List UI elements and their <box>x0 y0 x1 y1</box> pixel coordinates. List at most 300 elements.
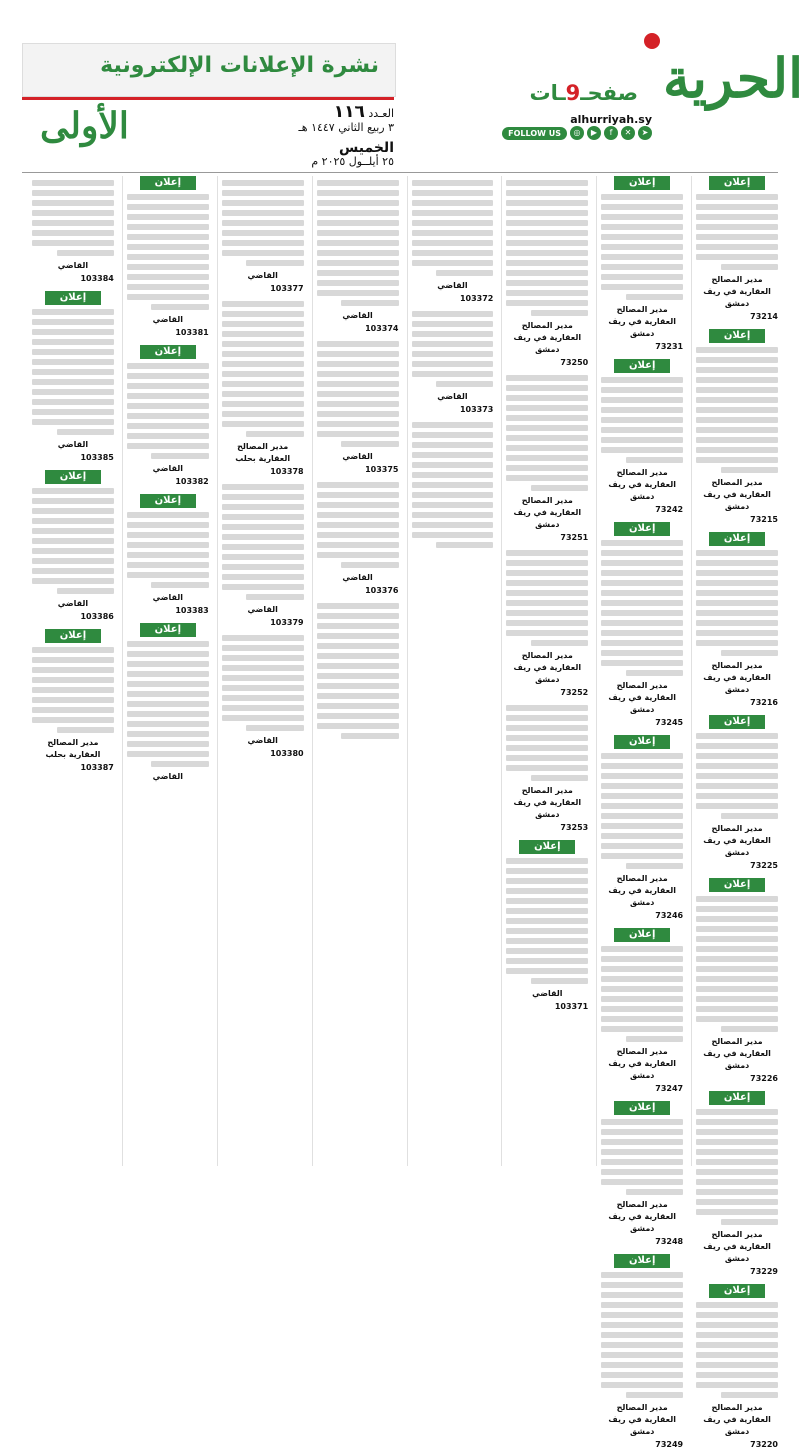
text-line <box>601 1026 683 1032</box>
text-line <box>506 220 588 226</box>
notice-number: 103381 <box>175 328 209 337</box>
text-line <box>601 397 683 403</box>
telegram-icon[interactable]: ➤ <box>638 126 652 140</box>
text-line <box>601 1352 683 1358</box>
text-line <box>696 560 778 566</box>
text-line <box>317 502 399 508</box>
notice-signature: مدير المصالح العقارية في ريف دمشق <box>513 786 582 819</box>
notice-signature: القاضي <box>342 573 373 582</box>
text-line <box>506 715 588 721</box>
text-line <box>222 301 304 307</box>
text-line <box>506 465 588 471</box>
notice-signature: القاضي <box>342 311 373 320</box>
text-line <box>222 250 304 256</box>
text-line <box>506 405 588 411</box>
text-line <box>222 200 304 206</box>
issue-day: الخميس <box>338 140 394 156</box>
notice-number: 103371 <box>554 1002 589 1011</box>
text-line <box>412 321 494 327</box>
notice-number: 73250 <box>560 358 589 367</box>
text-line <box>601 580 683 586</box>
text-line <box>151 304 208 310</box>
notice-signature: مدير المصالح العقارية في ريف دمشق <box>703 1403 771 1436</box>
text-line <box>506 570 588 576</box>
text-line <box>127 641 209 647</box>
text-line <box>32 528 114 534</box>
text-line <box>506 230 588 236</box>
text-line <box>32 508 114 514</box>
text-line <box>32 518 114 524</box>
notice-badge: إعلان <box>614 735 670 749</box>
text-line <box>696 1006 778 1012</box>
notice-number: 103377 <box>270 284 304 293</box>
text-line <box>696 630 778 636</box>
text-line <box>601 1332 683 1338</box>
notice-body <box>317 341 399 447</box>
text-line <box>317 341 399 347</box>
text-line <box>696 224 778 230</box>
text-line <box>696 936 778 942</box>
text-line <box>601 1322 683 1328</box>
text-line <box>531 640 588 646</box>
text-line <box>601 234 683 240</box>
text-line <box>32 190 114 196</box>
text-line <box>531 485 588 491</box>
text-line <box>506 600 588 606</box>
text-line <box>506 240 588 246</box>
text-line <box>127 651 209 657</box>
text-line <box>696 1119 778 1125</box>
pages-label <box>529 81 638 105</box>
text-line <box>601 1362 683 1368</box>
text-line <box>127 552 209 558</box>
notice-signature: مدير المصالح العقارية في ريف دمشق <box>513 321 582 354</box>
notice <box>127 176 209 339</box>
text-line <box>601 813 683 819</box>
text-line <box>317 361 399 367</box>
notice-signature: مدير المصالح العقارية في ريف دمشق <box>703 1230 771 1263</box>
notice-number: 73242 <box>655 505 684 514</box>
notice-badge: إعلان <box>140 494 196 508</box>
text-line <box>317 391 399 397</box>
notice-number: 73229 <box>750 1267 778 1276</box>
follow-us-button[interactable]: FOLLOW US <box>502 127 567 140</box>
text-line <box>601 1139 683 1145</box>
text-line <box>506 620 588 626</box>
text-line <box>32 657 114 663</box>
text-line <box>246 725 303 731</box>
notice-number: 103384 <box>80 274 114 283</box>
text-line <box>127 542 209 548</box>
text-line <box>222 220 304 226</box>
text-line <box>151 453 208 459</box>
text-line <box>601 437 683 443</box>
text-line <box>436 542 493 548</box>
text-line <box>696 916 778 922</box>
text-line <box>412 432 494 438</box>
text-line <box>32 687 114 693</box>
text-line <box>601 803 683 809</box>
notice <box>601 359 683 516</box>
text-line <box>412 482 494 488</box>
social-bar <box>502 126 652 140</box>
text-line <box>57 429 114 435</box>
text-line <box>317 381 399 387</box>
text-line <box>626 1189 683 1195</box>
text-line <box>32 369 114 375</box>
notice <box>222 484 304 629</box>
instagram-icon[interactable]: ◎ <box>570 126 584 140</box>
text-line <box>506 868 588 874</box>
text-line <box>32 349 114 355</box>
text-line <box>317 210 399 216</box>
text-line <box>127 512 209 518</box>
notice-number: 103382 <box>175 477 209 486</box>
text-line <box>626 294 683 300</box>
notice-badge: إعلان <box>614 176 670 190</box>
text-line <box>222 655 304 661</box>
text-line <box>32 647 114 653</box>
text-line <box>127 443 209 449</box>
notice-badge: إعلان <box>614 1101 670 1115</box>
text-line <box>506 250 588 256</box>
text-line <box>32 200 114 206</box>
text-line <box>127 214 209 220</box>
text-line <box>601 1149 683 1155</box>
text-line <box>626 863 683 869</box>
text-line <box>317 613 399 619</box>
text-line <box>222 351 304 357</box>
notice-body <box>506 858 588 984</box>
text-line <box>222 210 304 216</box>
text-line <box>696 1016 778 1022</box>
text-line <box>601 986 683 992</box>
notice-number: 73252 <box>560 688 589 697</box>
notice <box>696 715 778 872</box>
notice <box>412 422 494 548</box>
notice-badge: إعلان <box>709 532 765 546</box>
text-line <box>222 391 304 397</box>
text-line <box>127 423 209 429</box>
text-line <box>127 522 209 528</box>
notice <box>601 176 683 353</box>
text-line <box>601 590 683 596</box>
notice-badge: إعلان <box>140 176 196 190</box>
text-line <box>601 660 683 666</box>
text-line <box>32 697 114 703</box>
text-line <box>696 1159 778 1165</box>
notice-number: 103380 <box>270 749 304 758</box>
notice-body <box>601 377 683 463</box>
notice <box>506 705 588 834</box>
text-line <box>506 888 588 894</box>
notice-number: 73215 <box>750 515 778 524</box>
text-line <box>696 733 778 739</box>
website-link[interactable]: alhurriyah.sy <box>570 113 652 126</box>
notice-body <box>601 194 683 300</box>
text-line <box>696 204 778 210</box>
text-line <box>317 200 399 206</box>
column-7 <box>122 176 209 1166</box>
text-line <box>601 763 683 769</box>
text-line <box>696 620 778 626</box>
text-line <box>412 210 494 216</box>
text-line <box>32 578 114 584</box>
text-line <box>317 713 399 719</box>
column-8 <box>28 176 114 1166</box>
notice-number: 103385 <box>80 453 114 462</box>
section-title: الأولى <box>40 105 129 147</box>
text-line <box>601 853 683 859</box>
text-line <box>531 978 588 984</box>
text-line <box>222 240 304 246</box>
text-line <box>341 300 398 306</box>
text-line <box>696 1382 778 1388</box>
banner-title: نشرة الإعلانات الإلكترونية <box>100 53 379 78</box>
text-line <box>317 351 399 357</box>
text-line <box>317 421 399 427</box>
text-line <box>32 389 114 395</box>
text-line <box>506 938 588 944</box>
notice <box>127 494 209 617</box>
text-line <box>506 590 588 596</box>
notice-body <box>222 484 304 600</box>
notice-signature: القاضي <box>152 772 183 781</box>
notice-badge: إعلان <box>614 1254 670 1268</box>
text-line <box>317 280 399 286</box>
text-line <box>127 572 209 578</box>
text-line <box>601 387 683 393</box>
text-line <box>222 361 304 367</box>
text-line <box>222 321 304 327</box>
youtube-icon[interactable]: ▶ <box>587 126 601 140</box>
logo-block <box>478 25 803 145</box>
text-line <box>317 220 399 226</box>
notice <box>32 470 114 623</box>
text-line <box>601 600 683 606</box>
text-line <box>506 580 588 586</box>
text-line <box>696 417 778 423</box>
notice-signature: مدير المصالح العقارية بحلب <box>235 442 291 463</box>
text-line <box>696 1179 778 1185</box>
text-line <box>696 1362 778 1368</box>
text-line <box>696 244 778 250</box>
notice-body <box>32 309 114 435</box>
text-line <box>127 284 209 290</box>
notice-number: 73226 <box>750 1074 778 1083</box>
text-line <box>317 603 399 609</box>
notice-badge: إعلان <box>709 1091 765 1105</box>
notice <box>412 311 494 416</box>
text-line <box>601 1292 683 1298</box>
notice-signature: القاضي <box>57 261 89 270</box>
text-line <box>222 411 304 417</box>
text-line <box>222 584 304 590</box>
notice-body <box>601 946 683 1042</box>
text-line <box>32 667 114 673</box>
text-line <box>601 427 683 433</box>
text-line <box>601 823 683 829</box>
facebook-icon[interactable]: f <box>604 126 618 140</box>
notice <box>601 735 683 922</box>
notice <box>696 1091 778 1278</box>
text-line <box>506 290 588 296</box>
text-line <box>412 240 494 246</box>
notice-signature: القاضي <box>57 440 89 449</box>
text-line <box>506 928 588 934</box>
text-line <box>721 264 778 270</box>
text-line <box>531 775 588 781</box>
text-line <box>127 701 209 707</box>
text-line <box>601 560 683 566</box>
text-line <box>506 630 588 636</box>
text-line <box>696 753 778 759</box>
notice-number: 73220 <box>750 1440 778 1449</box>
text-line <box>412 472 494 478</box>
text-line <box>412 522 494 528</box>
text-line <box>151 761 208 767</box>
text-line <box>317 623 399 629</box>
notice-number: 103375 <box>365 465 399 474</box>
issue-label: العـدد <box>368 107 394 120</box>
text-line <box>222 665 304 671</box>
text-line <box>696 1129 778 1135</box>
notice-signature: القاضي <box>152 464 183 473</box>
x-icon[interactable]: ✕ <box>621 126 635 140</box>
text-line <box>626 670 683 676</box>
text-line <box>696 254 778 260</box>
text-line <box>696 1209 778 1215</box>
text-line <box>222 494 304 500</box>
text-line <box>696 1109 778 1115</box>
text-line <box>32 180 114 186</box>
text-line <box>127 731 209 737</box>
text-line <box>696 437 778 443</box>
text-line <box>601 244 683 250</box>
text-line <box>601 284 683 290</box>
text-line <box>696 743 778 749</box>
text-line <box>412 341 494 347</box>
notice-signature: مدير المصالح العقارية في ريف دمشق <box>703 275 771 308</box>
notice-badge: إعلان <box>45 470 101 484</box>
text-line <box>601 1169 683 1175</box>
notice-body <box>317 482 399 568</box>
text-line <box>506 300 588 306</box>
text-line <box>506 180 588 186</box>
text-line <box>222 504 304 510</box>
notice-badge: إعلان <box>709 329 765 343</box>
text-line <box>222 574 304 580</box>
notice-body <box>127 641 209 767</box>
text-line <box>412 230 494 236</box>
text-line <box>222 544 304 550</box>
notice-signature: مدير المصالح العقارية في ريف دمشق <box>608 468 676 501</box>
text-line <box>601 1272 683 1278</box>
notice-body <box>696 896 778 1032</box>
text-line <box>317 693 399 699</box>
columns-area <box>28 176 778 1449</box>
notice-badge: إعلان <box>614 928 670 942</box>
text-line <box>317 633 399 639</box>
text-line <box>506 765 588 771</box>
text-line <box>127 413 209 419</box>
text-line <box>127 234 209 240</box>
text-line <box>127 204 209 210</box>
text-line <box>317 411 399 417</box>
notice <box>127 623 209 783</box>
notice <box>222 180 304 295</box>
text-line <box>506 260 588 266</box>
text-line <box>696 1139 778 1145</box>
text-line <box>601 1282 683 1288</box>
text-line <box>127 274 209 280</box>
column-4 <box>407 176 494 1166</box>
text-line <box>601 650 683 656</box>
text-line <box>412 532 494 538</box>
text-line <box>601 753 683 759</box>
notice-body <box>696 550 778 656</box>
notice <box>222 635 304 760</box>
gregorian-date: ٢٥ أيلــول ٢٠٢٥ م <box>311 155 394 168</box>
text-line <box>506 725 588 731</box>
text-line <box>531 310 588 316</box>
text-line <box>412 442 494 448</box>
text-line <box>222 564 304 570</box>
notice <box>696 532 778 709</box>
notice-body <box>506 550 588 646</box>
text-line <box>412 250 494 256</box>
issue-number: ١١٦ <box>333 102 365 122</box>
text-line <box>696 457 778 463</box>
text-line <box>601 1382 683 1388</box>
text-line <box>696 1342 778 1348</box>
notice-signature: مدير المصالح العقارية في ريف دمشق <box>608 1047 676 1080</box>
text-line <box>222 685 304 691</box>
notice-signature: القاضي <box>437 281 468 290</box>
text-line <box>32 677 114 683</box>
text-line <box>506 280 588 286</box>
text-line <box>127 244 209 250</box>
text-line <box>601 966 683 972</box>
text-line <box>222 524 304 530</box>
text-line <box>32 717 114 723</box>
text-line <box>601 447 683 453</box>
text-line <box>127 661 209 667</box>
text-line <box>317 230 399 236</box>
text-line <box>222 331 304 337</box>
text-line <box>127 562 209 568</box>
text-line <box>601 773 683 779</box>
text-line <box>317 431 399 437</box>
column-5 <box>312 176 399 1166</box>
text-line <box>57 727 114 733</box>
text-line <box>222 341 304 347</box>
notice-body <box>696 347 778 473</box>
banner <box>22 43 396 97</box>
text-line <box>246 594 303 600</box>
text-line <box>601 843 683 849</box>
text-line <box>601 264 683 270</box>
notice-body <box>601 1272 683 1398</box>
notice-signature: القاضي <box>247 605 278 614</box>
pages-label-tail: ـات <box>529 81 566 105</box>
text-line <box>696 550 778 556</box>
text-line <box>626 1036 683 1042</box>
text-line <box>696 367 778 373</box>
hijri-date: ٣ ربيع الثاني ١٤٤٧ هـ <box>298 121 394 134</box>
notice-body <box>506 705 588 781</box>
text-line <box>317 482 399 488</box>
